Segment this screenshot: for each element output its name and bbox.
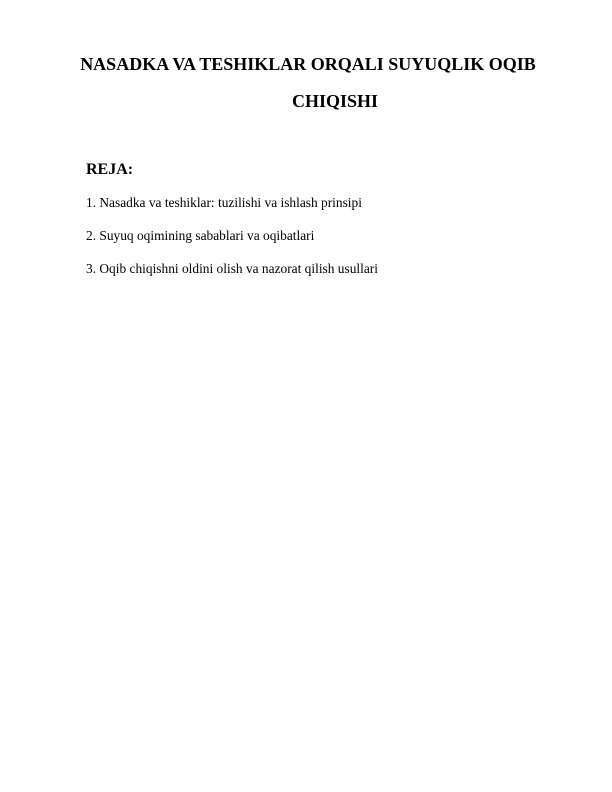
document-title-line-2: CHIQISHI [291, 91, 379, 111]
document-title-line-1: NASADKA VA TESHIKLAR ORQALI SUYUQLIK OQIB [80, 54, 536, 74]
plan-item-2: 2. Suyuq oqimining sabablari va oqibatlari [86, 228, 315, 243]
plan-item-1: 1. Nasadka va teshiklar: tuzilishi va ishlash prinsipi [86, 195, 362, 210]
plan-list [86, 195, 378, 294]
plan-heading: REJA: [86, 161, 134, 178]
plan-item-3: 3. Oqib chiqishni oldini olish va nazorat qilish usullari [86, 261, 378, 276]
